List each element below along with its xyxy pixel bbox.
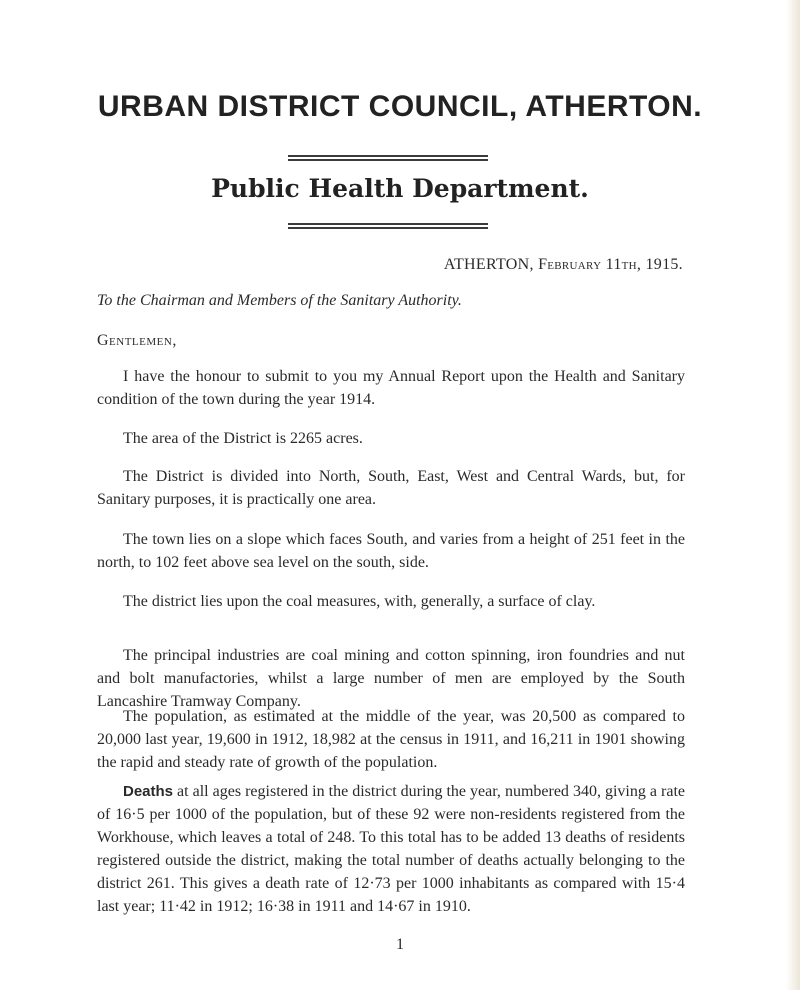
paragraph-industries: The principal industries are coal mining and cotton spinning, iron foundries and nut and bolt manufactories, whilst a large number of men are employed by the South Lancashire Tramway Company.: [97, 647, 685, 710]
page-edge-shadow: [786, 0, 800, 990]
paragraph-deaths: [97, 780, 685, 918]
paragraph-population: The population, as estimated at the middle of the year, was 20,500 as compared to 20,000 last year, 19,600 in 1912, 18,982 at the census in 1911, and 16,211 in 1901 showing the rapid and steady rate of growth of the population.: [97, 708, 685, 771]
double-rule-top: [288, 155, 488, 161]
dateline-date: February 11th, 1915.: [538, 256, 683, 273]
deaths-text: at all ages registered in the district during the year, numbered 340, giving a rate of 16·5 per 1000 of the population, but of these 92 were non-residents registered from the Workhouse, which leaves a total of 248. To this total has to be added 13 deaths of residents registered outside the district, making the total number of deaths actually belonging to the district 261. This gives a death rate of 12·73 per 1000 inhabitants as compared with 15·4 last year; 11·42 in 1912; 16·38 in 1911 and 14·67 in 1910.: [97, 783, 685, 915]
council-title: URBAN DISTRICT COUNCIL, ATHERTON.: [97, 90, 703, 123]
dateline-place: ATHERTON,: [443, 256, 534, 273]
double-rule-bottom: [288, 223, 488, 229]
paragraph-intro: I have the honour to submit to you my Annual Report upon the Health and Sanitary condition of the town during the year 1914.: [97, 368, 685, 408]
deaths-heading: Deaths: [123, 783, 174, 800]
paragraph-area: The area of the District is 2265 acres.: [123, 430, 363, 447]
paragraph-geology: The district lies upon the coal measures, with, generally, a surface of clay.: [123, 593, 596, 610]
salutation: Gentlemen,: [97, 332, 177, 349]
department-heading: Public Health Department.: [211, 174, 589, 203]
page-number: 1: [396, 936, 404, 953]
paragraph-topography: The town lies on a slope which faces South, and varies from a height of 251 feet in the north, to 102 feet above sea level on the south, side.: [97, 531, 685, 571]
paragraph-wards: The District is divided into North, South, East, West and Central Wards, but, for Sanitary purposes, it is practically one area.: [97, 468, 685, 508]
dateline: [444, 256, 683, 274]
addressee-line: To the Chairman and Members of the Sanitary Authority.: [97, 292, 462, 309]
